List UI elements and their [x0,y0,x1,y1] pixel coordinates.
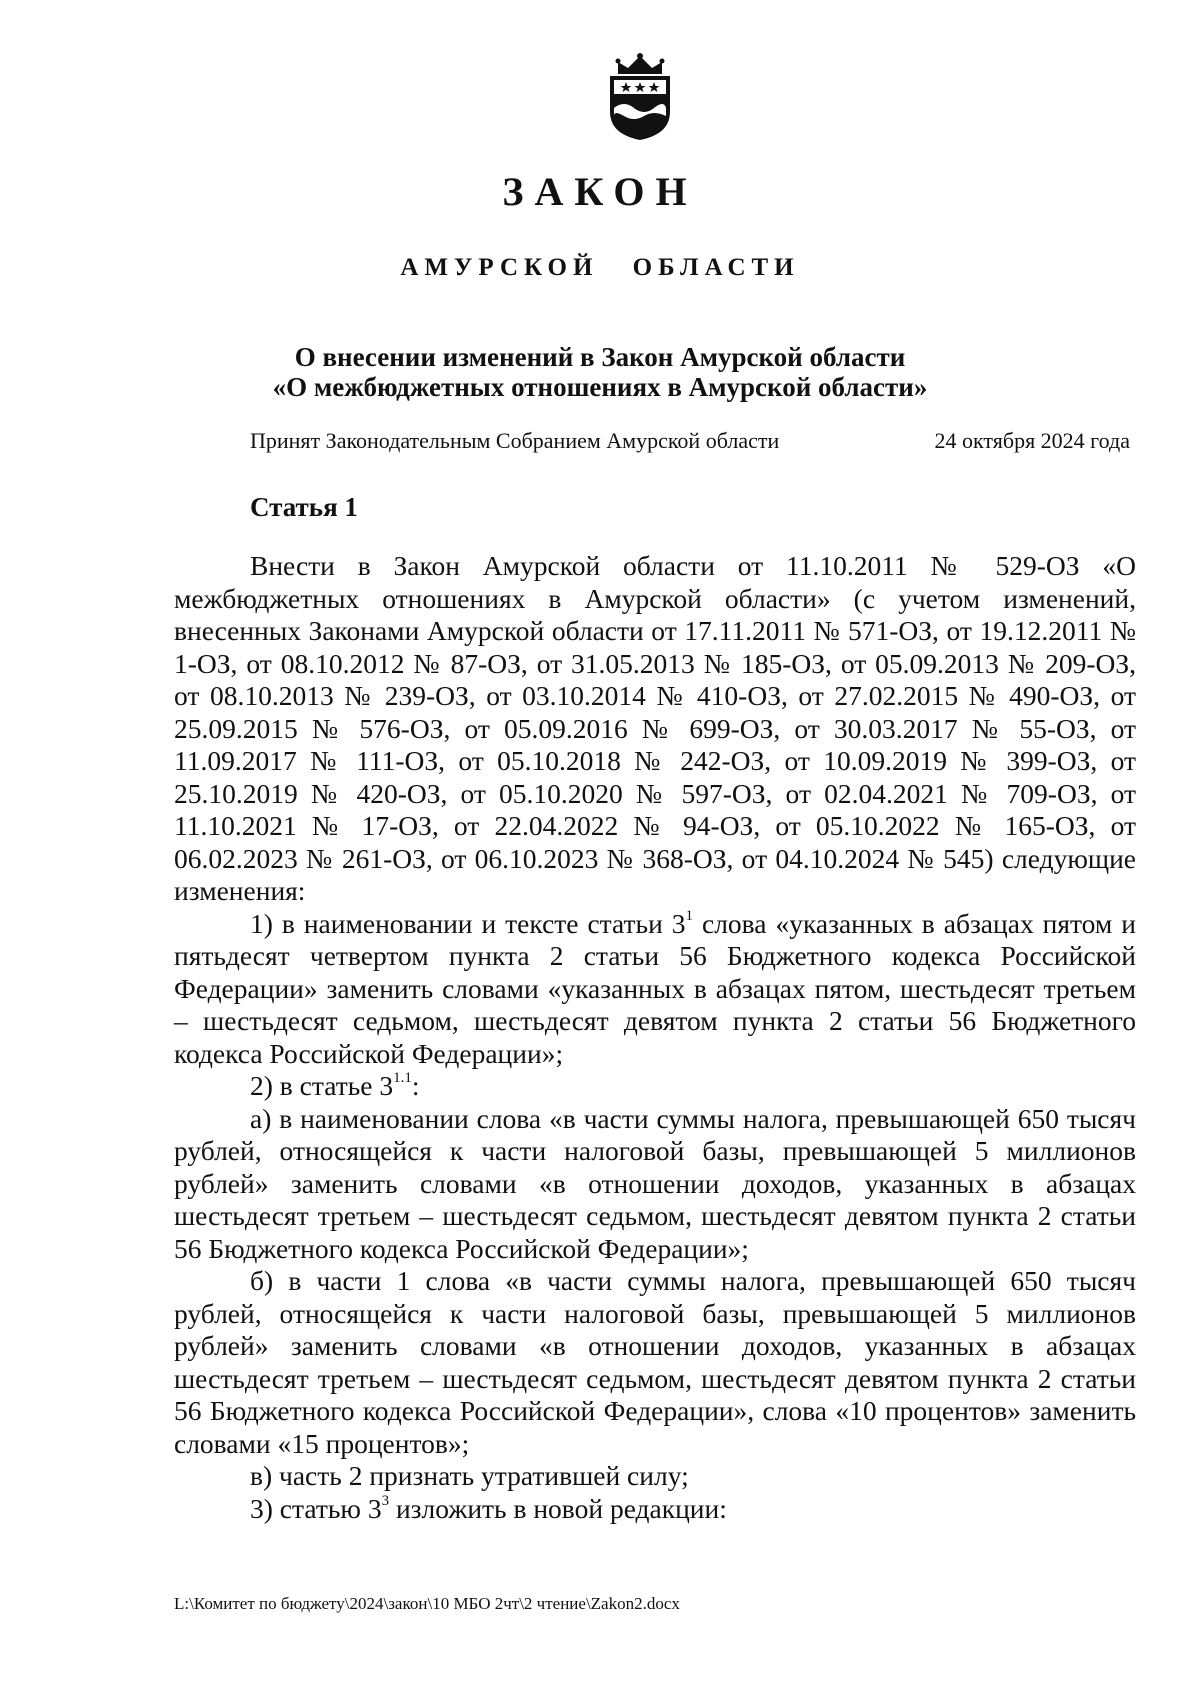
law-heading [0,342,1200,402]
document-title: ЗАКОН [502,169,698,214]
file-path-footer: L:\Комитет по бюджету\2024\закон\10 МБО 2чт\2 чтение\Zakon2.docx [174,1594,680,1613]
article-title: Статья 1 [250,492,358,522]
adoption-line [250,428,1130,454]
item-1-superscript: 1 [685,907,694,924]
item-3-text-start: 3) статью 3 [250,1492,382,1524]
article-body [174,550,1136,1525]
item-2-text-start: 2) в статье 3 [250,1070,394,1101]
item-3-superscript: 3 [381,1492,390,1509]
law-heading-line-1: О внесении изменений в Закон Амурской области [294,342,906,372]
document-subtitle: АМУРСКОЙ ОБЛАСТИ [400,254,800,281]
item-1-text-end: слова «указанных в абзацах пятом и пятьдесят четвертом пункта 2 статьи 56 Бюджетного кодекса Российской Федерации» заменить словами «указанных в абзацах пятом, шестьдесят третьем – шестьдесят седьмом, шестьдесят девятом пункта 2 статьи 56 Бюджетного кодекса Российской Федерации»; [174,907,1136,1069]
paragraph-item-2b: б) в части 1 слова «в части суммы налога, превышающей 650 тысяч рублей, относящейся к части налоговой базы, превышающей 5 миллионов рублей» заменить словами «в отношении доходов, указанных в абзацах шестьдесят третьем – шестьдесят седьмом, шестьдесят девятом пункта 2 статьи 56 Бюджетного кодекса Российской Федерации», слова «10 процентов» заменить словами «15 процентов»; [174,1265,1136,1459]
paragraph-item-2a: а) в наименовании слова «в части суммы налога, превышающей 650 тысяч рублей, относящейся к части налоговой базы, превышающей 5 миллионов рублей» заменить словами «в отношении доходов, указанных в абзацах шестьдесят третьем – шестьдесят седьмом, шестьдесят девятом пункта 2 статьи 56 Бюджетного кодекса Российской Федерации»; [174,1102,1136,1264]
paragraph-intro: Внести в Закон Амурской области от 11.10.2011 № 529-ОЗ «О межбюджетных отношениях в Амурской области» (с учетом изменений, внесенных Законами Амурской области от 17.11.2011 № 571-ОЗ, от 19.12.2011 № 1-ОЗ, от 08.10.2012 № 87-ОЗ, от 31.05.2013 № 185-ОЗ, от 05.09.2013 № 209-ОЗ, от 08.10.2013 № 239-ОЗ, от 03.10.2014 № 410-ОЗ, от 27.02.2015 № 490-ОЗ, от 25.09.2015 № 576-ОЗ, от 05.09.2016 № 699-ОЗ, от 30.03.2017 № 55-ОЗ, от 11.09.2017 № 111-ОЗ, от 05.10.2018 № 242-ОЗ, от 10.09.2019 № 399-ОЗ, от 25.10.2019 № 420-ОЗ, от 05.10.2020 № 597-ОЗ, от 02.04.2021 № 709-ОЗ, от 11.10.2021 № 17-ОЗ, от 22.04.2022 № 94-ОЗ, от 05.10.2022 № 165-ОЗ, от 06.02.2023 № 261-ОЗ, от 06.10.2023 № 368-ОЗ, от 04.10.2024 № 545) следующие изменения: [174,550,1136,906]
paragraph-item-2 [174,1070,1136,1103]
item-1-text-start: 1) в наименовании и тексте статьи 3 [250,907,686,939]
item-3-text-end: изложить в новой редакции: [389,1492,727,1524]
paragraph-item-1 [174,908,1136,1071]
adopted-date: 24 октября 2024 года [934,428,1130,453]
paragraph-item-3 [174,1493,1136,1526]
item-2-superscript: 1.1 [393,1070,412,1086]
paragraph-item-2c: в) часть 2 признать утратившей силу; [250,1460,689,1491]
item-2-text-end: : [411,1070,420,1101]
coat-of-arms-icon [604,52,676,142]
law-heading-line-2: «О межбюджетных отношениях в Амурской области» [272,372,928,402]
adopted-by: Принят Законодательным Собранием Амурской области [250,428,780,453]
